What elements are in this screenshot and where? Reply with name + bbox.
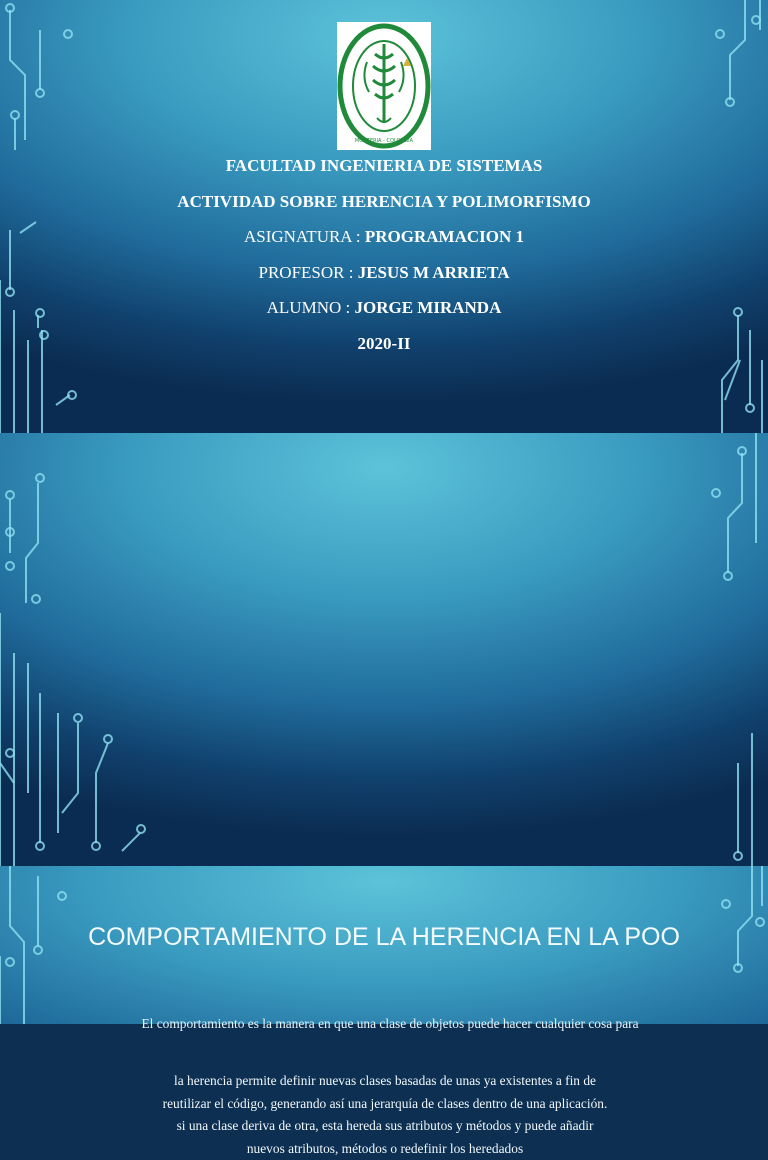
- body-line: si una clase deriva de otra, esta hereda sus atributos y métodos y puede añadir: [90, 1115, 680, 1138]
- professor-value: JESUS M ARRIETA: [358, 263, 510, 282]
- student-line: [0, 290, 768, 326]
- professor-line: [0, 255, 768, 291]
- subject-value: PROGRAMACION 1: [365, 227, 524, 246]
- slide-heading: COMPORTAMIENTO DE LA HERENCIA EN LA POO: [60, 922, 708, 952]
- professor-label: PROFESOR :: [259, 263, 358, 282]
- concept-slide: [0, 433, 768, 866]
- svg-text:MONTERIA - COLOMBIA: MONTERIA - COLOMBIA: [355, 138, 414, 144]
- period-line: 2020-II: [0, 326, 768, 362]
- title-info-block: [0, 148, 768, 361]
- activity-line: ACTIVIDAD SOBRE HERENCIA Y POLIMORFISMO: [0, 184, 768, 220]
- title-slide: [0, 0, 768, 433]
- behavior-slide: [0, 866, 768, 1024]
- slide-background: [0, 433, 768, 866]
- body-line: la herencia permite definir nuevas clases basadas de unas ya existentes a fin de: [90, 1070, 680, 1093]
- subject-line: [0, 219, 768, 255]
- body-line: reutilizar el código, generando así una jerarquía de clases dentro de una aplicación.: [90, 1093, 680, 1116]
- university-logo: [337, 22, 431, 150]
- body-line: nuevos atributos, métodos o redefinir los heredados: [90, 1138, 680, 1160]
- student-value: JORGE MIRANDA: [354, 298, 501, 317]
- slide-body-text: [90, 1070, 680, 1160]
- subject-label: ASIGNATURA :: [244, 227, 365, 246]
- slide-body-text: El comportamiento es la manera en que una clase de objetos puede hacer cualquier cosa para: [80, 1014, 700, 1034]
- faculty-line: FACULTAD INGENIERIA DE SISTEMAS: [0, 148, 768, 184]
- student-label: ALUMNO :: [267, 298, 355, 317]
